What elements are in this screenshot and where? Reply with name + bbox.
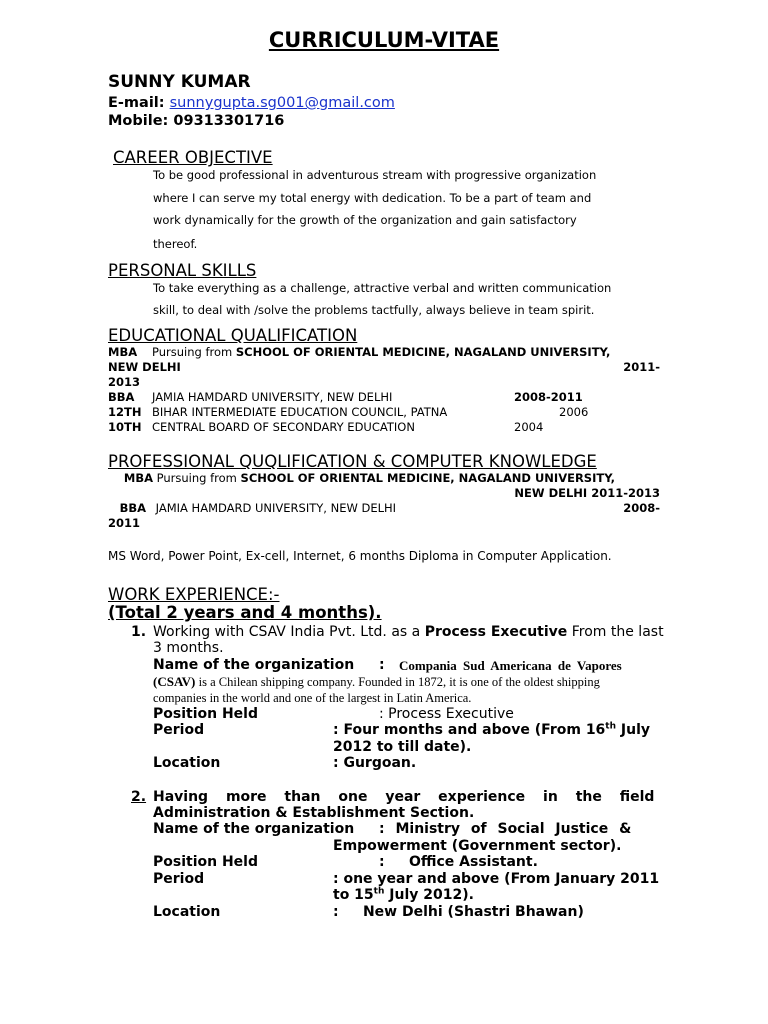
field-value: : Ministry of Social Justice &: [379, 821, 632, 837]
education-institute: BIHAR INTERMEDIATE EDUCATION COUNCIL, PATNA: [152, 405, 448, 419]
professional-heading: PROFESSIONAL QUQLIFICATION & COMPUTER KNOWLEDGE: [108, 452, 597, 471]
job2-intro-cont: Administration & Establishment Section.: [153, 805, 475, 821]
career-objective-line: work dynamically for the growth of the organization and gain satisfactory: [153, 213, 577, 227]
career-objective-heading: CAREER OBJECTIVE: [113, 148, 273, 167]
education-degree: 10TH: [108, 420, 142, 434]
education-mba-row: [108, 345, 660, 359]
education-mba-row-2: [108, 360, 660, 374]
education-row: [108, 390, 660, 404]
education-mba-city: NEW DELHI: [108, 360, 181, 374]
field-label: Location: [153, 904, 221, 920]
field-value: : Office Assistant.: [379, 854, 538, 870]
job1-intro-text: Working with CSAV India Pvt. Ltd. as a: [153, 624, 421, 640]
professional-mba-city-years: NEW DELHI 2011-2013: [514, 486, 660, 500]
job2-period-text: to 15: [333, 887, 374, 903]
email-link[interactable]: sunnygupta.sg001@gmail.com: [169, 95, 395, 111]
email-line: [108, 95, 395, 111]
education-degree: BBA: [108, 390, 135, 404]
job1-intro-cont: 3 months.: [153, 640, 224, 656]
field-label: Period: [153, 722, 205, 738]
job1-period-text: July: [620, 722, 650, 738]
education-years: 2004: [514, 420, 544, 434]
professional-mba-prefix: Pursuing from: [156, 471, 237, 485]
personal-skills-line: skill, to deal with /solve the problems tactfully, always believe in team spirit.: [153, 303, 595, 317]
mobile-line: [108, 113, 284, 129]
education-mba-prefix: Pursuing from: [152, 345, 233, 359]
computer-knowledge: MS Word, Power Point, Ex-cell, Internet, 6 months Diploma in Computer Application.: [108, 549, 612, 563]
field-value: : Gurgoan.: [333, 755, 417, 771]
field-label: Position Held: [153, 706, 258, 722]
job1-intro: [153, 624, 664, 640]
job1-intro-text: From the last: [571, 624, 664, 640]
education-years: 2008-2011: [514, 390, 583, 404]
professional-bba-years-end: 2011: [108, 516, 141, 530]
career-objective-line: where I can serve my total energy with dedication. To be a part of team and: [153, 191, 592, 205]
field-label: Position Held: [153, 854, 258, 870]
personal-skills-line: To take everything as a challenge, attractive verbal and written communication: [153, 281, 612, 295]
field-colon: :: [379, 657, 385, 673]
career-objective-line: thereof.: [153, 237, 198, 251]
job1-org-abbr: (CSAV): [153, 674, 196, 689]
education-heading: EDUCATIONAL QUALIFICATION: [108, 326, 358, 345]
job-number: 1.: [131, 624, 147, 640]
job2-intro: Having more than one year experience in the field: [153, 789, 655, 805]
education-institute: JAMIA HAMDARD UNIVERSITY, NEW DELHI: [152, 390, 393, 404]
job1-org-desc: [153, 674, 660, 690]
professional-bba-institute: JAMIA HAMDARD UNIVERSITY, NEW DELHI: [155, 501, 397, 515]
page-title: CURRICULUM-VITAE: [268, 28, 500, 52]
job1-period-text: : Four months and above (From 16: [333, 722, 606, 738]
job1-org-desc: companies in the world and one of the largest in Latin America.: [153, 691, 472, 705]
work-total: (Total 2 years and 4 months).: [108, 603, 382, 622]
field-value: : New Delhi (Shastri Bhawan): [333, 904, 584, 920]
education-mba-years-end: 2013: [108, 375, 141, 389]
email-label: E-mail:: [108, 95, 165, 111]
education-mba-years: 2011-: [623, 360, 660, 374]
education-degree: 12TH: [108, 405, 142, 419]
career-objective-line: To be good professional in adventurous stream with progressive organization: [153, 168, 597, 182]
professional-mba-institute: SCHOOL OF ORIENTAL MEDICINE, NAGALAND UNIVERSITY,: [240, 471, 615, 485]
field-label: Name of the organization: [153, 821, 355, 837]
job1-period-sup: th: [605, 721, 617, 732]
personal-skills-heading: PERSONAL SKILLS: [108, 261, 257, 280]
field-value: : one year and above (From January 2011: [333, 871, 660, 887]
job1-period-cont: 2012 to till date).: [333, 739, 472, 755]
job2-period-cont: [333, 887, 768, 903]
professional-degree: MBA: [123, 471, 153, 485]
work-heading: WORK EXPERIENCE:-: [108, 585, 280, 604]
job2-org-cont: Empowerment (Government sector).: [333, 838, 622, 854]
education-mba-institute: SCHOOL OF ORIENTAL MEDICINE, NAGALAND UNIVERSITY,: [235, 345, 611, 359]
professional-degree: BBA: [119, 501, 146, 515]
job2-period-text: July 2012).: [389, 887, 474, 903]
mobile-number: 09313301716: [173, 113, 285, 129]
professional-bba-row: [108, 501, 660, 515]
job-number: 2.: [131, 789, 147, 805]
field-label: Location: [153, 755, 221, 771]
mobile-label: Mobile:: [108, 113, 169, 129]
job1-org-desc-text: is a Chilean shipping company. Founded in 1872, it is one of the oldest shipping: [198, 675, 600, 689]
candidate-name: SUNNY KUMAR: [108, 72, 251, 92]
education-years: 2006: [559, 405, 589, 419]
field-value: : Process Executive: [379, 706, 514, 722]
professional-mba-row: [108, 471, 660, 485]
education-row: [108, 420, 660, 434]
professional-bba-years: 2008-: [623, 501, 660, 515]
job2-period-sup: th: [373, 886, 385, 897]
job1-role: Process Executive: [424, 624, 568, 640]
education-degree: MBA: [108, 345, 138, 359]
job1-org-name: Compania Sud Americana de Vapores: [399, 658, 622, 673]
education-row: [108, 405, 660, 419]
field-label: Period: [153, 871, 205, 887]
education-institute: CENTRAL BOARD OF SECONDARY EDUCATION: [152, 420, 415, 434]
field-label: Name of the organization: [153, 657, 355, 673]
field-value: [333, 722, 650, 738]
